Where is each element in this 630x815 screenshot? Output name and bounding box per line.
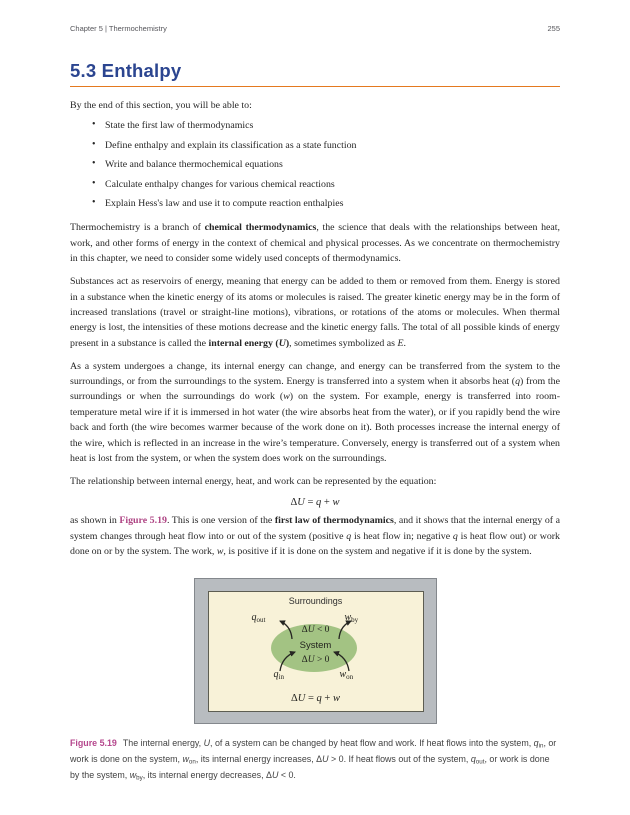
text-segment: , is positive if it is done on the system and negative if it is done by the system.	[223, 546, 532, 558]
text-segment: as shown in	[70, 515, 120, 527]
text-segment: first law of thermodynamics	[274, 515, 394, 527]
text-segment: =	[304, 497, 317, 509]
figure-equation	[209, 693, 423, 704]
objective-item: • Write and balance thermochemical equations	[105, 159, 560, 170]
text-segment: , its internal energy decreases, Δ	[142, 769, 272, 780]
q-in-label	[274, 669, 284, 681]
text-segment: is heat flow in; negative	[351, 530, 453, 542]
figure-caption-text	[70, 738, 556, 780]
text-segment: ) from the surroundings or when the surroundings do work (	[70, 376, 560, 403]
figure-caption	[70, 737, 560, 785]
text-segment: w	[182, 753, 189, 764]
text-segment: chemical thermodynamics	[204, 222, 317, 234]
text-segment: )	[285, 337, 290, 349]
text-segment: q	[452, 530, 458, 542]
text-segment: , or work is done by the system,	[70, 753, 550, 780]
text-segment: , and it shows that the internal energy of a system changes through heat flow into or out of the system (positive	[70, 515, 560, 542]
paragraph-system-change	[70, 359, 560, 467]
text-segment: , the science that deals with the relationships between heat, work, and other forms of energy in the context of chemical and physical processes. As we concentrate on thermochemistry in this chapter, we need to consider some widely used concepts of thermodynamics.	[70, 222, 560, 265]
text-segment: q	[346, 530, 352, 542]
text-segment: , or work is done on the system,	[70, 737, 557, 764]
q-out-base: q	[251, 611, 257, 623]
text-segment: out	[475, 758, 485, 766]
text-segment: > 0	[314, 654, 330, 665]
text-segment: , its internal energy increases, Δ	[195, 753, 323, 764]
title-rule	[70, 86, 560, 87]
paragraph-substances	[70, 274, 560, 351]
delta-u-negative-label	[209, 625, 423, 635]
figure-surroundings-panel	[208, 591, 424, 712]
text-segment: U	[322, 753, 329, 764]
system-label: System	[299, 639, 332, 651]
text-segment: U	[307, 624, 315, 635]
text-segment: > 0. If heat flows out of the system,	[328, 753, 471, 764]
text-segment: on	[188, 758, 196, 766]
q-out-label	[252, 612, 266, 624]
q-in-base: q	[273, 668, 279, 680]
w-by-label	[345, 612, 359, 624]
text-segment: Δ	[290, 497, 298, 509]
paragraph-thermochemistry	[70, 220, 560, 266]
text-segment: U	[297, 497, 305, 509]
text-segment: q	[470, 753, 476, 764]
text-segment: The relationship between internal energy, heat, and work can be represented by the equation:	[70, 475, 437, 487]
text-segment: =	[305, 692, 317, 704]
objective-item: • Define enthalpy and explain its classification as a state function	[105, 140, 560, 151]
figure-frame	[194, 578, 437, 724]
objectives-list	[70, 120, 560, 209]
text-segment: Δ	[291, 692, 298, 704]
q-out-sub: out	[256, 615, 266, 624]
surroundings-label: Surroundings	[288, 595, 343, 606]
text-segment: is heat flow out) or work done on or by the system. The work,	[70, 530, 560, 558]
paragraph-first-law	[70, 513, 560, 559]
objectives-intro: By the end of this section, you will be able to:	[70, 100, 252, 111]
w-by-sub: by	[351, 615, 359, 624]
text-segment: U	[203, 737, 211, 748]
text-segment: in	[538, 742, 544, 750]
text-segment: q	[316, 692, 322, 704]
w-on-sub: on	[346, 672, 354, 681]
paragraph-relationship	[70, 474, 560, 489]
w-on-label	[340, 669, 354, 681]
figure-caption-label: Figure 5.19	[70, 737, 117, 748]
text-segment: +	[321, 497, 333, 509]
text-segment: The internal energy,	[122, 737, 204, 748]
text-segment: As a system undergoes a change, its internal energy can change, and energy can be transferred from the system to the surroundings, or from the surroundings to the system. Energy is transferred into a system when it absorbs heat (	[70, 360, 560, 388]
text-segment: w	[283, 391, 290, 403]
header-chapter: Chapter 5 | Thermochemistry	[70, 24, 167, 33]
header-page-number: 255	[547, 24, 560, 33]
running-header	[70, 24, 560, 33]
text-segment: internal energy (	[208, 337, 279, 349]
text-segment: . This is one version of the	[166, 515, 275, 527]
text-segment: Thermochemistry is a branch of	[70, 222, 205, 234]
text-segment: ) on the system. For example, energy is transferred into room-temperature metal wire if it is immersed in hot water (the wire absorbs heat from the water), or if you rapidly bend the wire back and forth (the wire becomes warmer because of the work done on it). Both processes increase the internal energy of the wire, which is reflected in an increase in the wire’s temperature. Conversely, energy is transferred out of a system when heat is lost from the system, or when the system does work on the surroundings.	[70, 391, 560, 465]
text-segment: Δ	[301, 654, 308, 665]
text-segment: +	[321, 692, 333, 704]
text-segment: q	[316, 497, 322, 509]
text-segment: < 0	[314, 624, 330, 635]
text-segment: q	[533, 737, 539, 748]
text-segment: < 0.	[278, 769, 296, 780]
text-segment: w	[332, 692, 340, 704]
text-segment: w	[129, 769, 137, 780]
text-segment: Substances act as reservoirs of energy, meaning that energy can be added to them or removed from them. Energy is stored in a substance when the kinetic energy of its atoms or molecules is raised. The greater kinetic energy may be in the form of increased translations (travel or straight-line motions), vibrations, or rotations of the atoms or molecules. When thermal energy is lost, the intensities of these motions decrease and the kinetic energy falls. The total of all possible kinds of energy present in a substance is called the	[70, 276, 560, 349]
w-on-base: w	[339, 668, 347, 680]
w-by-base: w	[344, 611, 352, 623]
first-law-equation	[70, 497, 560, 508]
text-segment: E	[397, 337, 404, 349]
text-segment: w	[332, 497, 340, 509]
text-segment: , of a system can be changed by heat flow and work. If heat flows into the system,	[210, 737, 534, 748]
section-title: 5.3 Enthalpy	[70, 60, 182, 81]
q-in-sub: in	[278, 672, 284, 681]
text-segment: U	[278, 337, 286, 349]
objective-item: • Calculate enthalpy changes for various chemical reactions	[105, 179, 560, 190]
text-segment: by	[136, 774, 143, 782]
figure-5-19	[194, 578, 437, 724]
text-segment: q	[515, 376, 521, 388]
text-segment: Δ	[301, 624, 308, 635]
text-segment: .	[403, 337, 406, 349]
text-segment: U	[297, 692, 306, 704]
text-segment: , sometimes symbolized as	[289, 337, 398, 349]
objective-item: • Explain Hess's law and use it to compute reaction enthalpies	[105, 198, 560, 209]
figure-reference-link[interactable]: Figure 5.19	[119, 515, 167, 527]
text-segment: U	[307, 654, 315, 665]
text-segment: w	[216, 546, 224, 558]
objective-item: • State the first law of thermodynamics	[105, 120, 560, 131]
text-segment: U	[271, 769, 279, 780]
delta-u-positive-label	[209, 655, 423, 665]
